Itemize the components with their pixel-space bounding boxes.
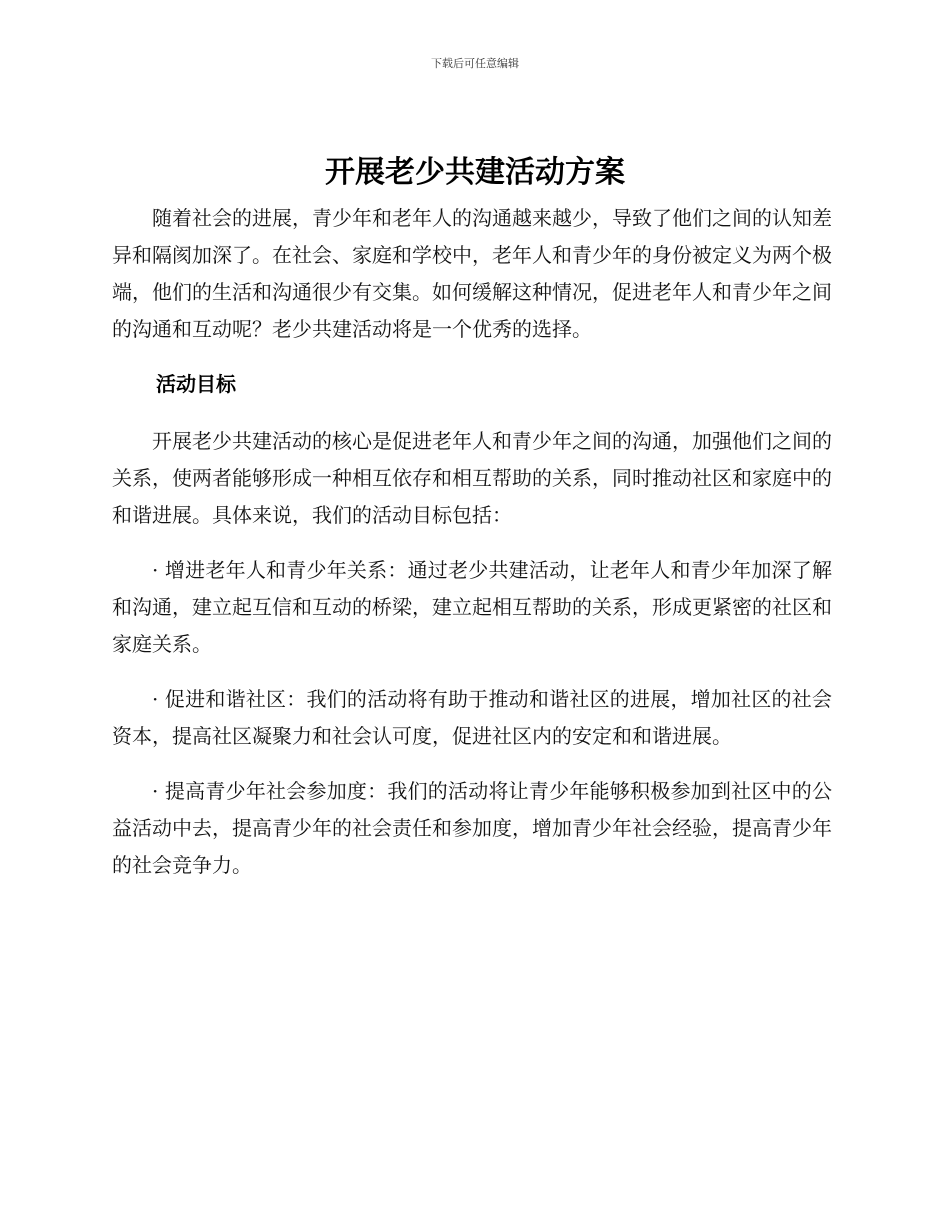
header-note: 下载后可任意编辑 <box>431 57 519 70</box>
bullet-item: · 增进老年人和青少年关系：通过老少共建活动，让老年人和青少年加深了解和沟通，建立起互信和互动的桥梁，建立起相互帮助的关系，形成更紧密的社区和家庭关系。 <box>112 558 832 656</box>
page-title: 开展老少共建活动方案 <box>325 155 625 190</box>
document-body <box>112 200 832 902</box>
bullet-item: · 提高青少年社会参加度：我们的活动将让青少年能够积极参加到社区中的公益活动中去，提高青少年的社会责任和参加度，增加青少年社会经验，提高青少年的社会竞争力。 <box>112 779 832 877</box>
intro-paragraph: 随着社会的进展，青少年和老年人的沟通越来越少，导致了他们之间的认知差异和隔阂加深了。在社会、家庭和学校中，老年人和青少年的身份被定义为两个极端，他们的生活和沟通很少有交集。如何缓解这种情况，促进老年人和青少年之间的沟通和互动呢？老少共建活动将是一个优秀的选择。 <box>112 206 832 341</box>
section-paragraph: 开展老少共建活动的核心是促进老年人和青少年之间的沟通，加强他们之间的关系，使两者能够形成一种相互依存和相互帮助的关系，同时推动社区和家庭中的和谐进展。具体来说，我们的活动目标包括： <box>112 429 832 527</box>
section-heading: 活动目标 <box>156 372 236 396</box>
bullet-item: · 促进和谐社区：我们的活动将有助于推动和谐社区的进展，增加社区的社会资本，提高社区凝聚力和社会认可度，促进社区内的安定和和谐进展。 <box>112 687 832 748</box>
